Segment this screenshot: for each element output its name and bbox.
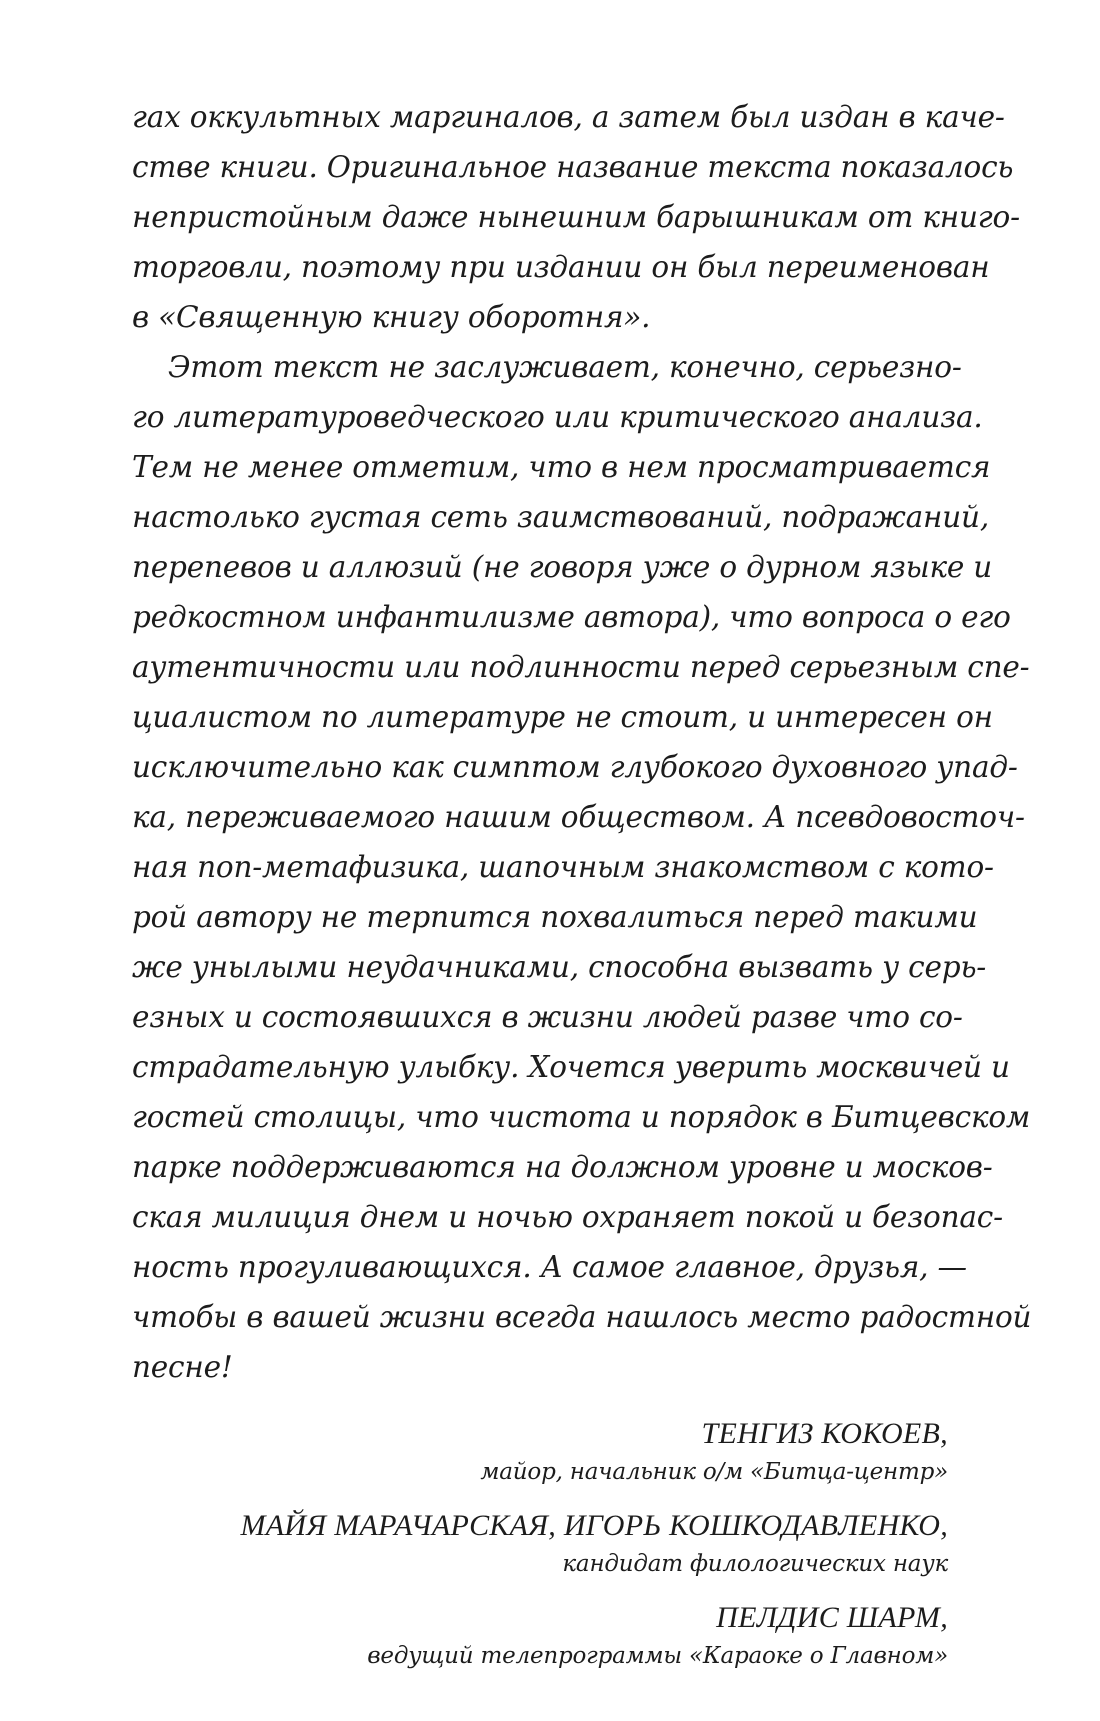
- text-line: гах оккультных маргиналов, а затем был издан в каче-: [132, 100, 1005, 134]
- text-line: стве книги. Оригинальное название текста показалось: [132, 150, 1014, 184]
- text-line: перепевов и аллюзий (не говоря уже о дурном языке и: [132, 550, 993, 584]
- text-line: ка, переживаемого нашим обществом. А псевдовосточ-: [132, 800, 1025, 834]
- text-line: ность прогуливающихся. А самое главное, друзья, —: [132, 1250, 967, 1284]
- text-line: езных и состоявшихся в жизни людей разве что со-: [132, 1000, 963, 1034]
- text-line: же унылыми неудачниками, способна вызвать у серь-: [132, 950, 987, 984]
- paragraph-1: [132, 92, 1020, 342]
- signature-name: ТЕНГИЗ КОКОЕВ,: [701, 1417, 948, 1450]
- text-line: в «Священную книгу оборотня».: [132, 300, 651, 334]
- signature-name: МАЙЯ МАРАЧАРСКАЯ, ИГОРЬ КОШКОДАВЛЕНКО,: [240, 1509, 948, 1542]
- text-line: рой автору не терпится похвалиться перед такими: [132, 900, 978, 934]
- text-line: настолько густая сеть заимствований, подражаний,: [132, 500, 990, 534]
- paragraph-2: [132, 342, 1032, 1392]
- text-line: ская милиция днем и ночью охраняет покой и безопас-: [132, 1200, 1003, 1234]
- text-line: непристойным даже нынешним барышникам от книго-: [132, 200, 1020, 234]
- text-line: Тем не менее отметим, что в нем просматривается: [132, 450, 991, 484]
- signature-title: майор, начальник о/м «Битца-центр»: [480, 1459, 948, 1485]
- text-line: Этот текст не заслуживает, конечно, серьезно-: [168, 350, 962, 384]
- signature-title: ведущий телепрограммы «Караоке о Главном»: [367, 1643, 948, 1669]
- text-line: редкостном инфантилизме автора), что вопроса о его: [132, 600, 1011, 634]
- text-line: гостей столицы, что чистота и порядок в Битцевском: [132, 1100, 1031, 1134]
- text-line: страдательную улыбку. Хочется уверить москвичей и: [132, 1050, 1010, 1084]
- text-line: го литературоведческого или критического анализа.: [132, 400, 983, 434]
- signature: [132, 1506, 948, 1582]
- text-line: песне!: [132, 1350, 233, 1384]
- text-line: парке поддерживаются на должном уровне и москов-: [132, 1150, 993, 1184]
- text-line: исключительно как симптом глубокого духовного упад-: [132, 750, 1018, 784]
- text-line: аутентичности или подлинности перед серьезным спе-: [132, 650, 1030, 684]
- signature-title: кандидат филологических наук: [562, 1551, 948, 1577]
- signature: [132, 1598, 948, 1674]
- text-line: ная поп-метафизика, шапочным знакомством с кото-: [132, 850, 994, 884]
- signature: [132, 1414, 948, 1490]
- book-page: [132, 92, 1032, 1690]
- text-line: торговли, поэтому при издании он был переименован: [132, 250, 990, 284]
- text-line: чтобы в вашей жизни всегда нашлось место радостной: [132, 1300, 1032, 1334]
- signatures-block: [132, 1414, 948, 1674]
- signature-name: ПЕЛДИС ШАРМ,: [716, 1601, 948, 1634]
- text-line: циалистом по литературе не стоит, и интересен он: [132, 700, 993, 734]
